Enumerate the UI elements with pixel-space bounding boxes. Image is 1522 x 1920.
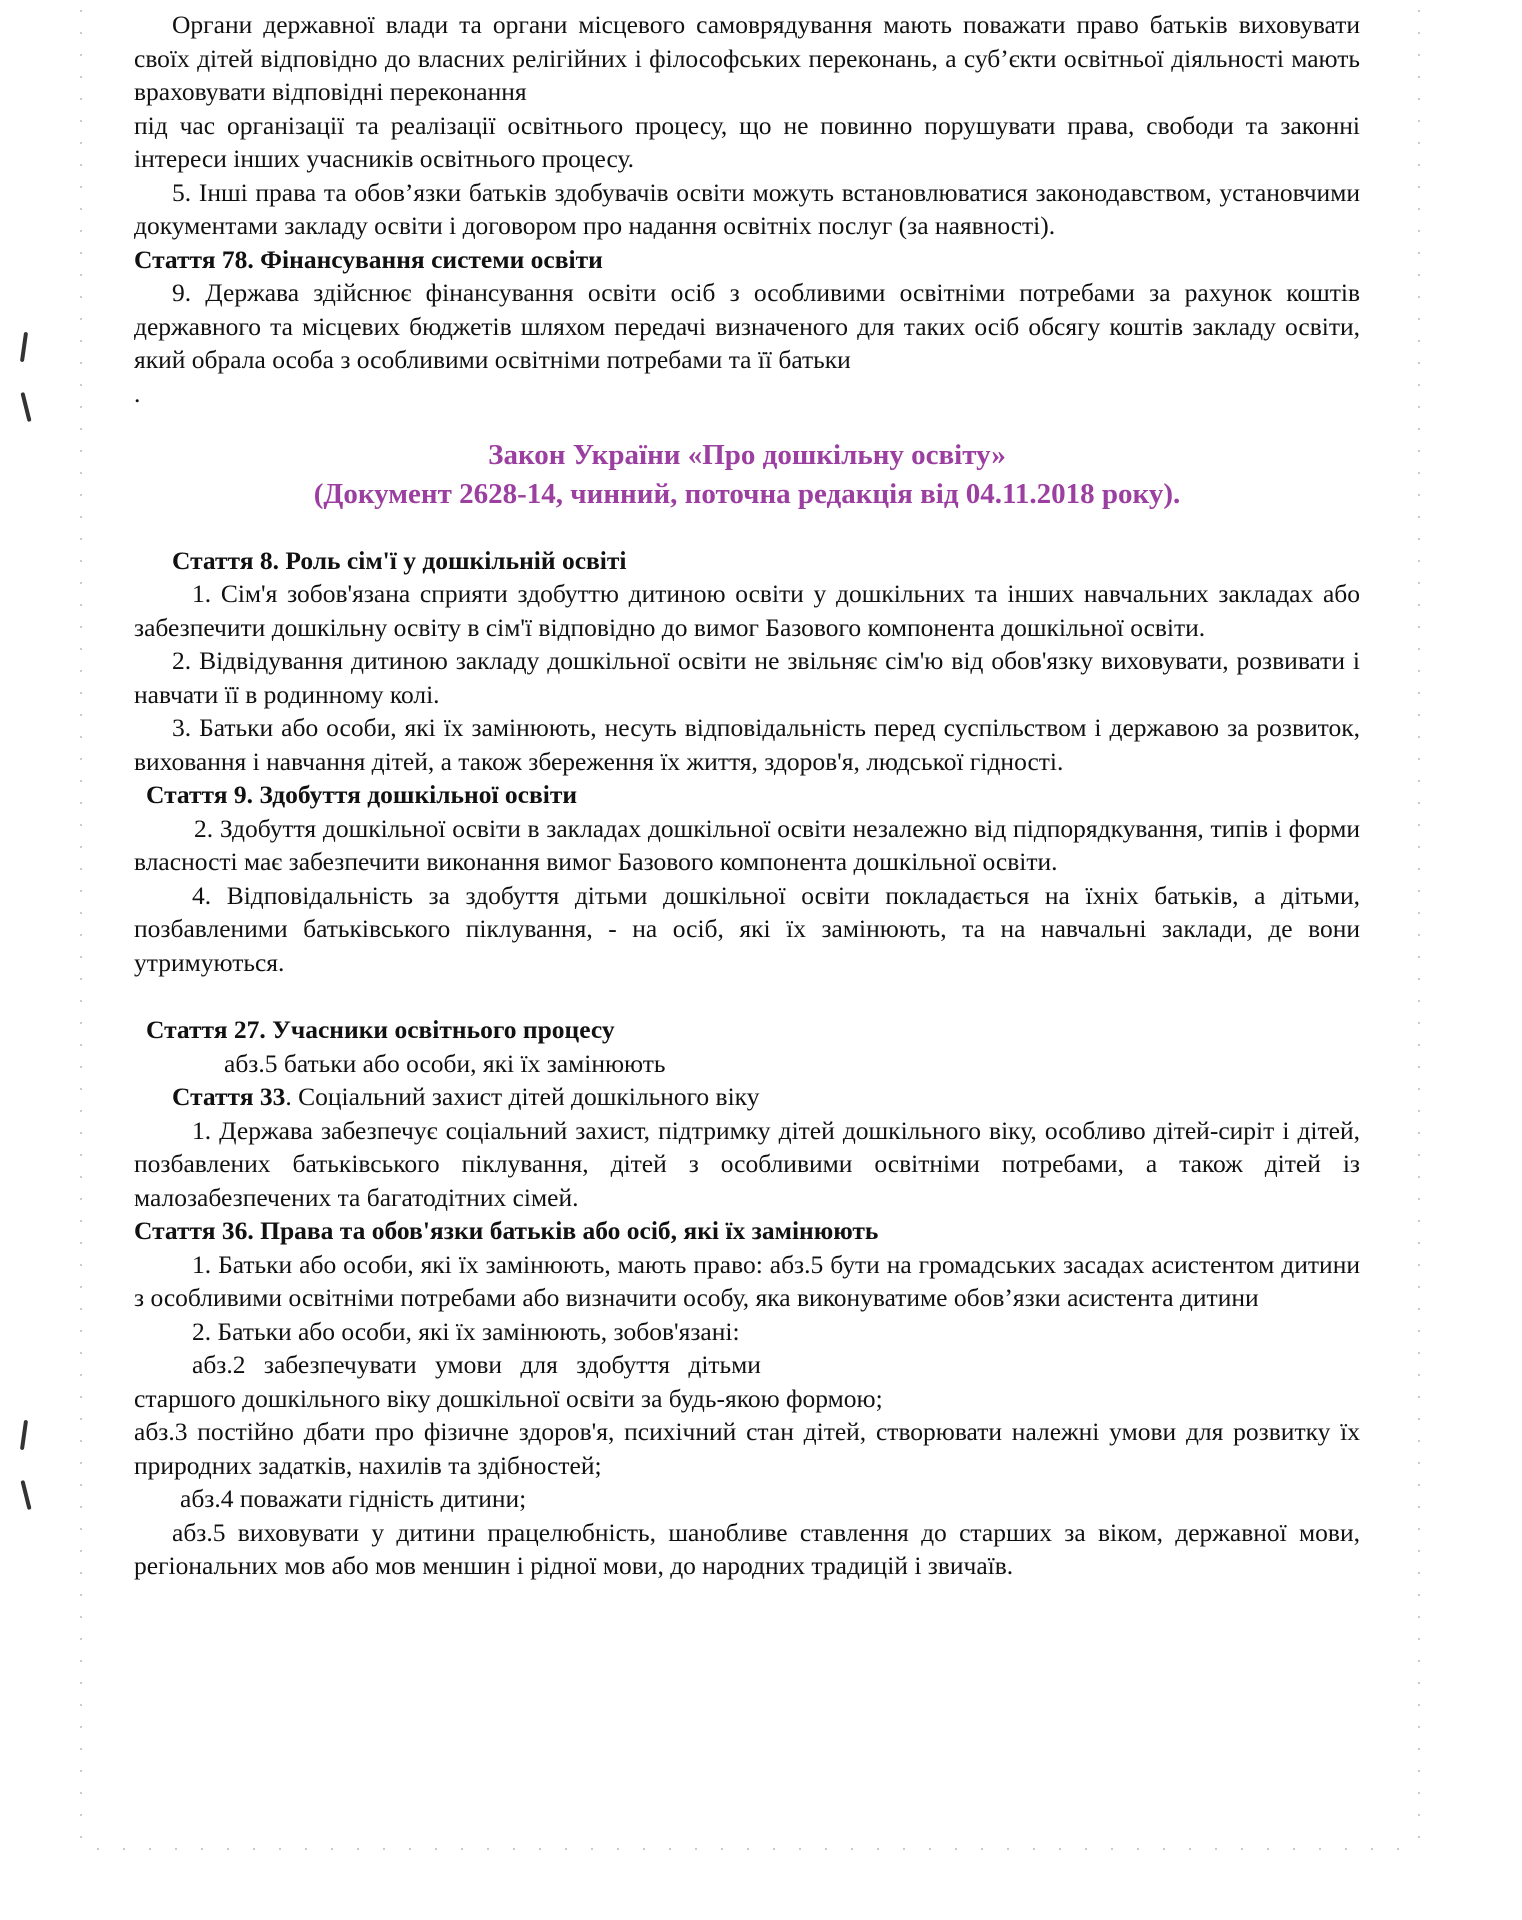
paragraph: 9. Держава здійснює фінансування освіти осіб з особливими освітніми потребами за рахунок коштів державного та місцевих бюджетів шляхом передачі визначеного для таких осіб обсягу коштів закладу освіти, який обрала особа з особливими освітніми потребами та її батьки	[134, 278, 1360, 374]
law-title-line-2: (Документ 2628-14, чинний, поточна редакція від 04.11.2018 року).	[313, 477, 1181, 510]
article-33-number: Стаття 33	[172, 1082, 286, 1111]
binding-mark	[20, 1420, 28, 1450]
law-title-line-1: Закон України «Про дошкільну освіту»	[488, 438, 1006, 471]
paragraph: абз.4 поважати гідність дитини;	[180, 1484, 527, 1513]
paragraph: 1. Батьки або особи, які їх замінюють, мають право: абз.5 бути на громадських засадах асистентом дитини з особливими освітніми потребами або визначити особу, яка виконуватиме обов’язки асистента дитини	[134, 1249, 1360, 1312]
scan-border-right	[1418, 0, 1420, 1850]
article-8-heading: Стаття 8. Роль сім'ї у дошкільній освіті	[172, 545, 627, 575]
paragraph: 5. Інші права та обов’язки батьків здобувачів освіти можуть встановлюватися законодавством, установчими документами закладу освіти і договором про надання освітніх послуг (за наявності).	[134, 177, 1360, 240]
paragraph: 2. Батьки або особи, які їх замінюють, зобов'язані:	[192, 1316, 740, 1346]
paragraph: старшого дошкільного віку дошкільної освіти за будь-якою формою;	[134, 1383, 883, 1413]
article-33-heading	[134, 1080, 1360, 1114]
paragraph: Органи державної влади та органи місцевого самоврядування мають поважати право батьків виховувати своїх дітей відповідно до власних релігійних і філософських переконань, а суб’єкти освітньої діяльності мають враховувати відповідні переконання	[134, 10, 1360, 106]
paragraph: абз.5 виховувати у дитини працелюбність, шанобливе ставлення до старших за віком, державної мови, регіональних мов або мов меншин і рідної мови, до народних традицій і звичаїв.	[134, 1517, 1360, 1580]
paragraph: 2. Здобуття дошкільної освіти в закладах дошкільної освіти незалежно від підпорядкування, типів і форми власності має забезпечити виконання вимог Базового компонента дошкільної освіти.	[134, 813, 1360, 876]
binding-mark	[20, 1480, 31, 1510]
scan-border-left	[80, 0, 82, 1850]
scan-border-bottom	[85, 1848, 1422, 1850]
paragraph: 4. Відповідальність за здобуття дітьми дошкільної освіти покладається на їхніх батьків, а дітьми, позбавленими батьківського піклування, - на осіб, які їх замінюють, та на навчальні заклади, де вони утримуються.	[134, 880, 1360, 977]
paragraph: під час організації та реалізації освітнього процесу, що не повинно порушувати права, свободи та законні інтереси інших учасників освітнього процесу.	[134, 110, 1360, 173]
paragraph: 2. Відвідування дитиною закладу дошкільної освіти не звільняє сім'ю від обов'язку виховувати, розвивати і навчати її в родинному колі.	[134, 646, 1360, 709]
paragraph: 3. Батьки або особи, які їх замінюють, несуть відповідальність перед суспільством і державою за розвиток, виховання і навчання дітей, а також збереження їх життя, здоров'я, людської гідності.	[134, 713, 1360, 776]
binding-mark	[20, 332, 28, 362]
paragraph: 1. Сім'я зобов'язана сприяти здобуттю дитиною освіти у дошкільних та інших навчальних закладах або забезпечити дошкільну освіту в сім'ї відповідно до вимог Базового компонента дошкільної освіти.	[134, 579, 1360, 642]
article-33-title: . Соціальний захист дітей дошкільного віку	[285, 1082, 760, 1111]
article-9-heading: Стаття 9. Здобуття дошкільної освіти	[146, 780, 578, 809]
paragraph: абз.5 батьки або особи, які їх замінюють	[224, 1048, 666, 1078]
paragraph: 1. Держава забезпечує соціальний захист, підтримку дітей дошкільного віку, особливо дітей-сиріт і дітей, позбавлених батьківського піклування, дітей з особливими освітніми потребами, а також дітей із малозабезпечених та багатодітних сімей.	[134, 1115, 1360, 1212]
stray-dot: .	[134, 378, 141, 408]
law-title	[134, 436, 1360, 514]
binding-mark	[20, 392, 31, 422]
article-heading: Стаття 78. Фінансування системи освіти	[134, 244, 603, 274]
paragraph: абз.2 забезпечувати умови для здобуття дітьми	[192, 1350, 761, 1379]
article-36-heading: Стаття 36. Права та обов'язки батьків або осіб, які їх замінюють	[134, 1216, 879, 1245]
paragraph: абз.3 постійно дбати про фізичне здоров'я, психічний стан дітей, створювати належні умови для розвитку їх природних задатків, нахилів та здібностей;	[134, 1417, 1360, 1480]
document-page	[134, 8, 1360, 1583]
article-27-heading: Стаття 27. Учасники освітнього процесу	[146, 1015, 615, 1044]
